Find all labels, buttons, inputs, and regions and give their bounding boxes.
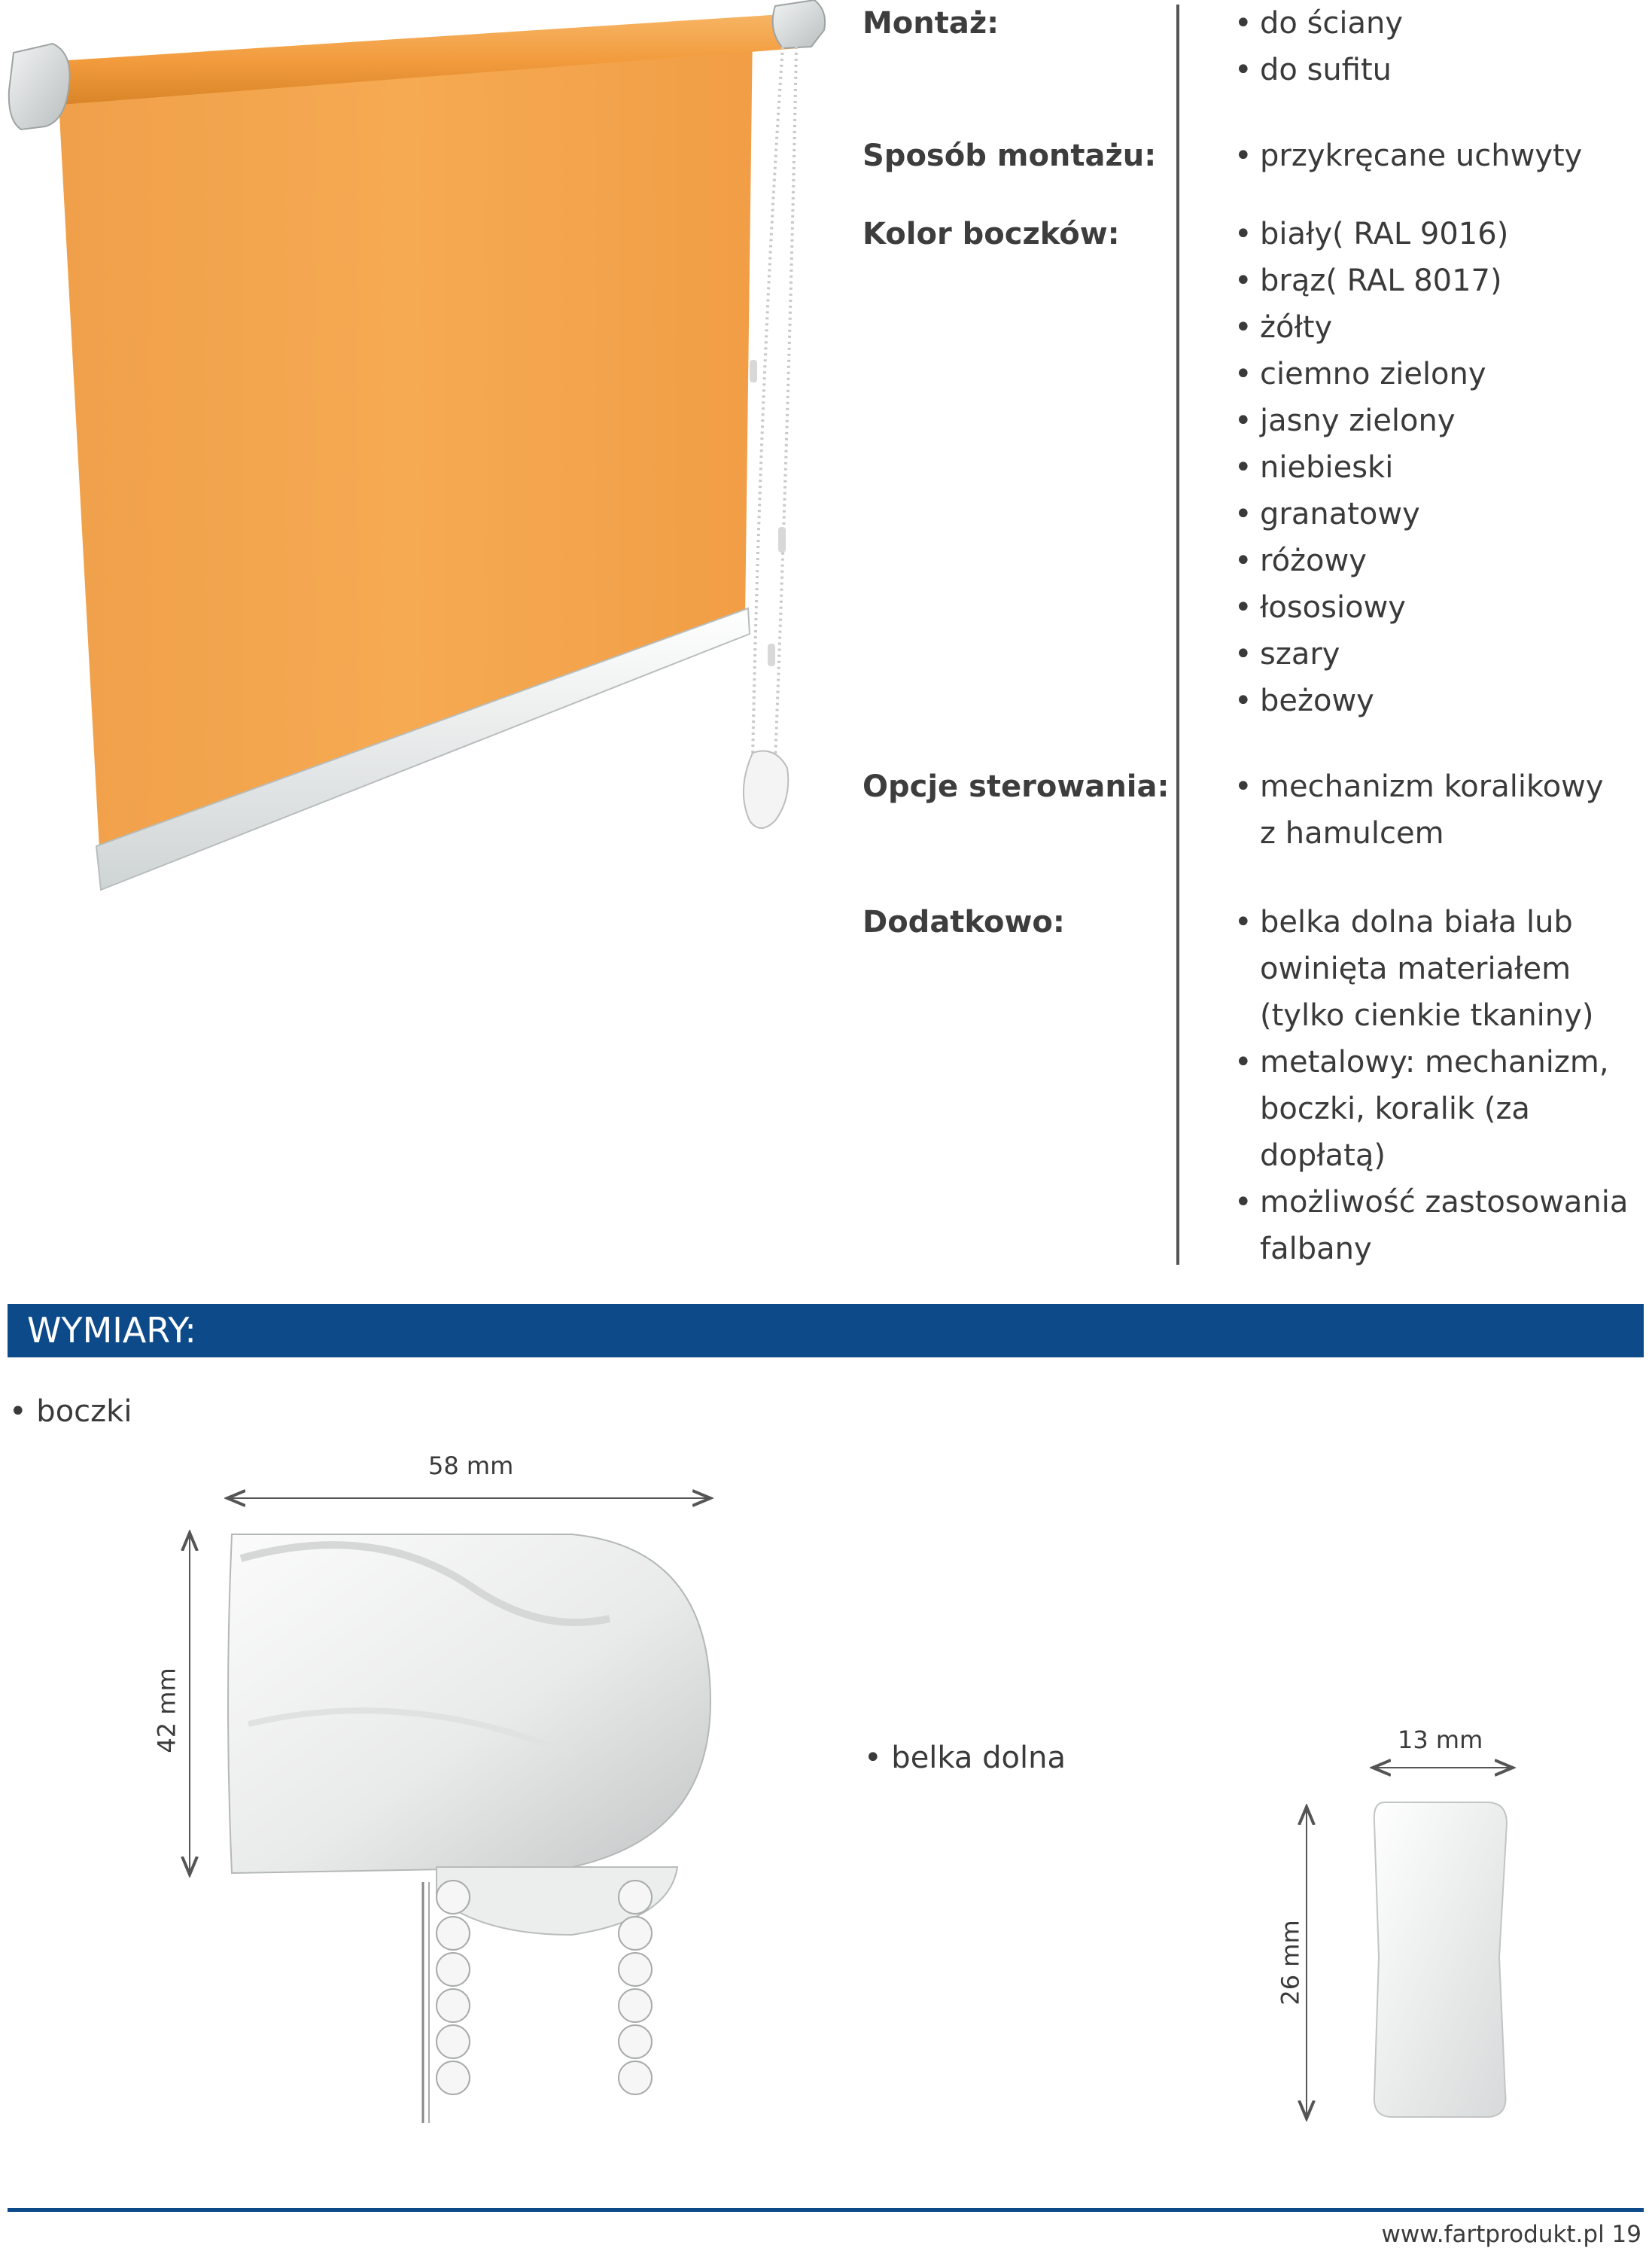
spec-item: • niebieski — [1234, 444, 1508, 491]
spec-values-montaz — [1234, 0, 1403, 93]
spec-item: • jasny zielony — [1234, 398, 1508, 444]
spec-item: • brąz( RAL 8017) — [1234, 257, 1508, 304]
spec-divider — [1176, 5, 1179, 1265]
bottom-bar-drawing — [1295, 1754, 1535, 2146]
section-header-bar — [8, 1304, 1644, 1357]
spec-item: • możliwość zastosowania — [1234, 1179, 1628, 1226]
dim-height-side-caps: 42 mm — [152, 1668, 181, 1753]
spec-item: • biały( RAL 9016) — [1234, 211, 1508, 257]
bottom-bar-profile — [1374, 1802, 1507, 2117]
spec-item: • szary — [1234, 631, 1508, 678]
blind-fabric — [57, 30, 753, 849]
spec-item: • belka dolna biała lub — [1234, 899, 1628, 946]
spec-item: • do ściany — [1234, 0, 1403, 47]
spec-item: • metalowy: mechanizm, — [1234, 1039, 1628, 1086]
spec-values-dodatkowo — [1234, 899, 1628, 1272]
spec-values-opcje-sterowania — [1234, 763, 1604, 857]
spec-item: • beżowy — [1234, 678, 1508, 724]
chain-weight — [744, 751, 788, 829]
spec-item: • do sufitu — [1234, 47, 1403, 93]
section-title: WYMIARY: — [27, 1310, 196, 1351]
footer-page-info: www.fartprodukt.pl 19 — [1381, 2221, 1641, 2248]
spec-item-continuation: dopłatą) — [1260, 1138, 1386, 1173]
spec-item: • granatowy — [1234, 491, 1508, 538]
spec-item: • żółty — [1234, 304, 1508, 351]
spec-item-continuation — [1234, 810, 1604, 857]
dim-width-side-caps: 58 mm — [428, 1451, 514, 1480]
spec-item: • ciemno zielony — [1234, 351, 1508, 398]
right-side-cap — [773, 0, 825, 48]
dim-width-bottom-bar: 13 mm — [1398, 1726, 1483, 1754]
roller-blind-illustration — [0, 0, 835, 903]
spec-item: • przykręcane uchwyty — [1234, 133, 1582, 179]
dim-label-side-caps: • boczki — [9, 1394, 132, 1429]
dim-height-bottom-bar: 26 mm — [1276, 1920, 1305, 2006]
dim-label-bottom-bar: • belka dolna — [864, 1741, 1066, 1775]
spec-label-montaz: Montaż: — [863, 6, 999, 41]
spec-item-continuation: falbany — [1260, 1232, 1372, 1266]
spec-values-kolor-boczkow — [1234, 211, 1508, 724]
spec-item: • łososiowy — [1234, 584, 1508, 631]
spec-item-continuation: (tylko cienkie tkaniny) — [1260, 998, 1594, 1033]
spec-item: • mechanizm koralikowy — [1234, 763, 1604, 810]
spec-label-opcje-sterowania: Opcje sterowania: — [863, 769, 1170, 804]
spec-item-text: z hamulcem — [1260, 816, 1444, 851]
spec-label-sposob-montazu: Sposób montażu: — [863, 139, 1157, 173]
spec-label-kolor-boczkow: Kolor boczków: — [863, 217, 1120, 251]
spec-item: • różowy — [1234, 538, 1508, 584]
side-cap-drawing — [151, 1476, 753, 2131]
spec-label-dodatkowo: Dodatkowo: — [863, 905, 1065, 940]
spec-values-sposob-montazu — [1234, 133, 1582, 179]
spec-item-continuation: boczki, koralik (za — [1260, 1092, 1530, 1126]
spec-item-continuation: owinięta materiałem — [1260, 952, 1571, 986]
footer-divider — [8, 2208, 1644, 2212]
